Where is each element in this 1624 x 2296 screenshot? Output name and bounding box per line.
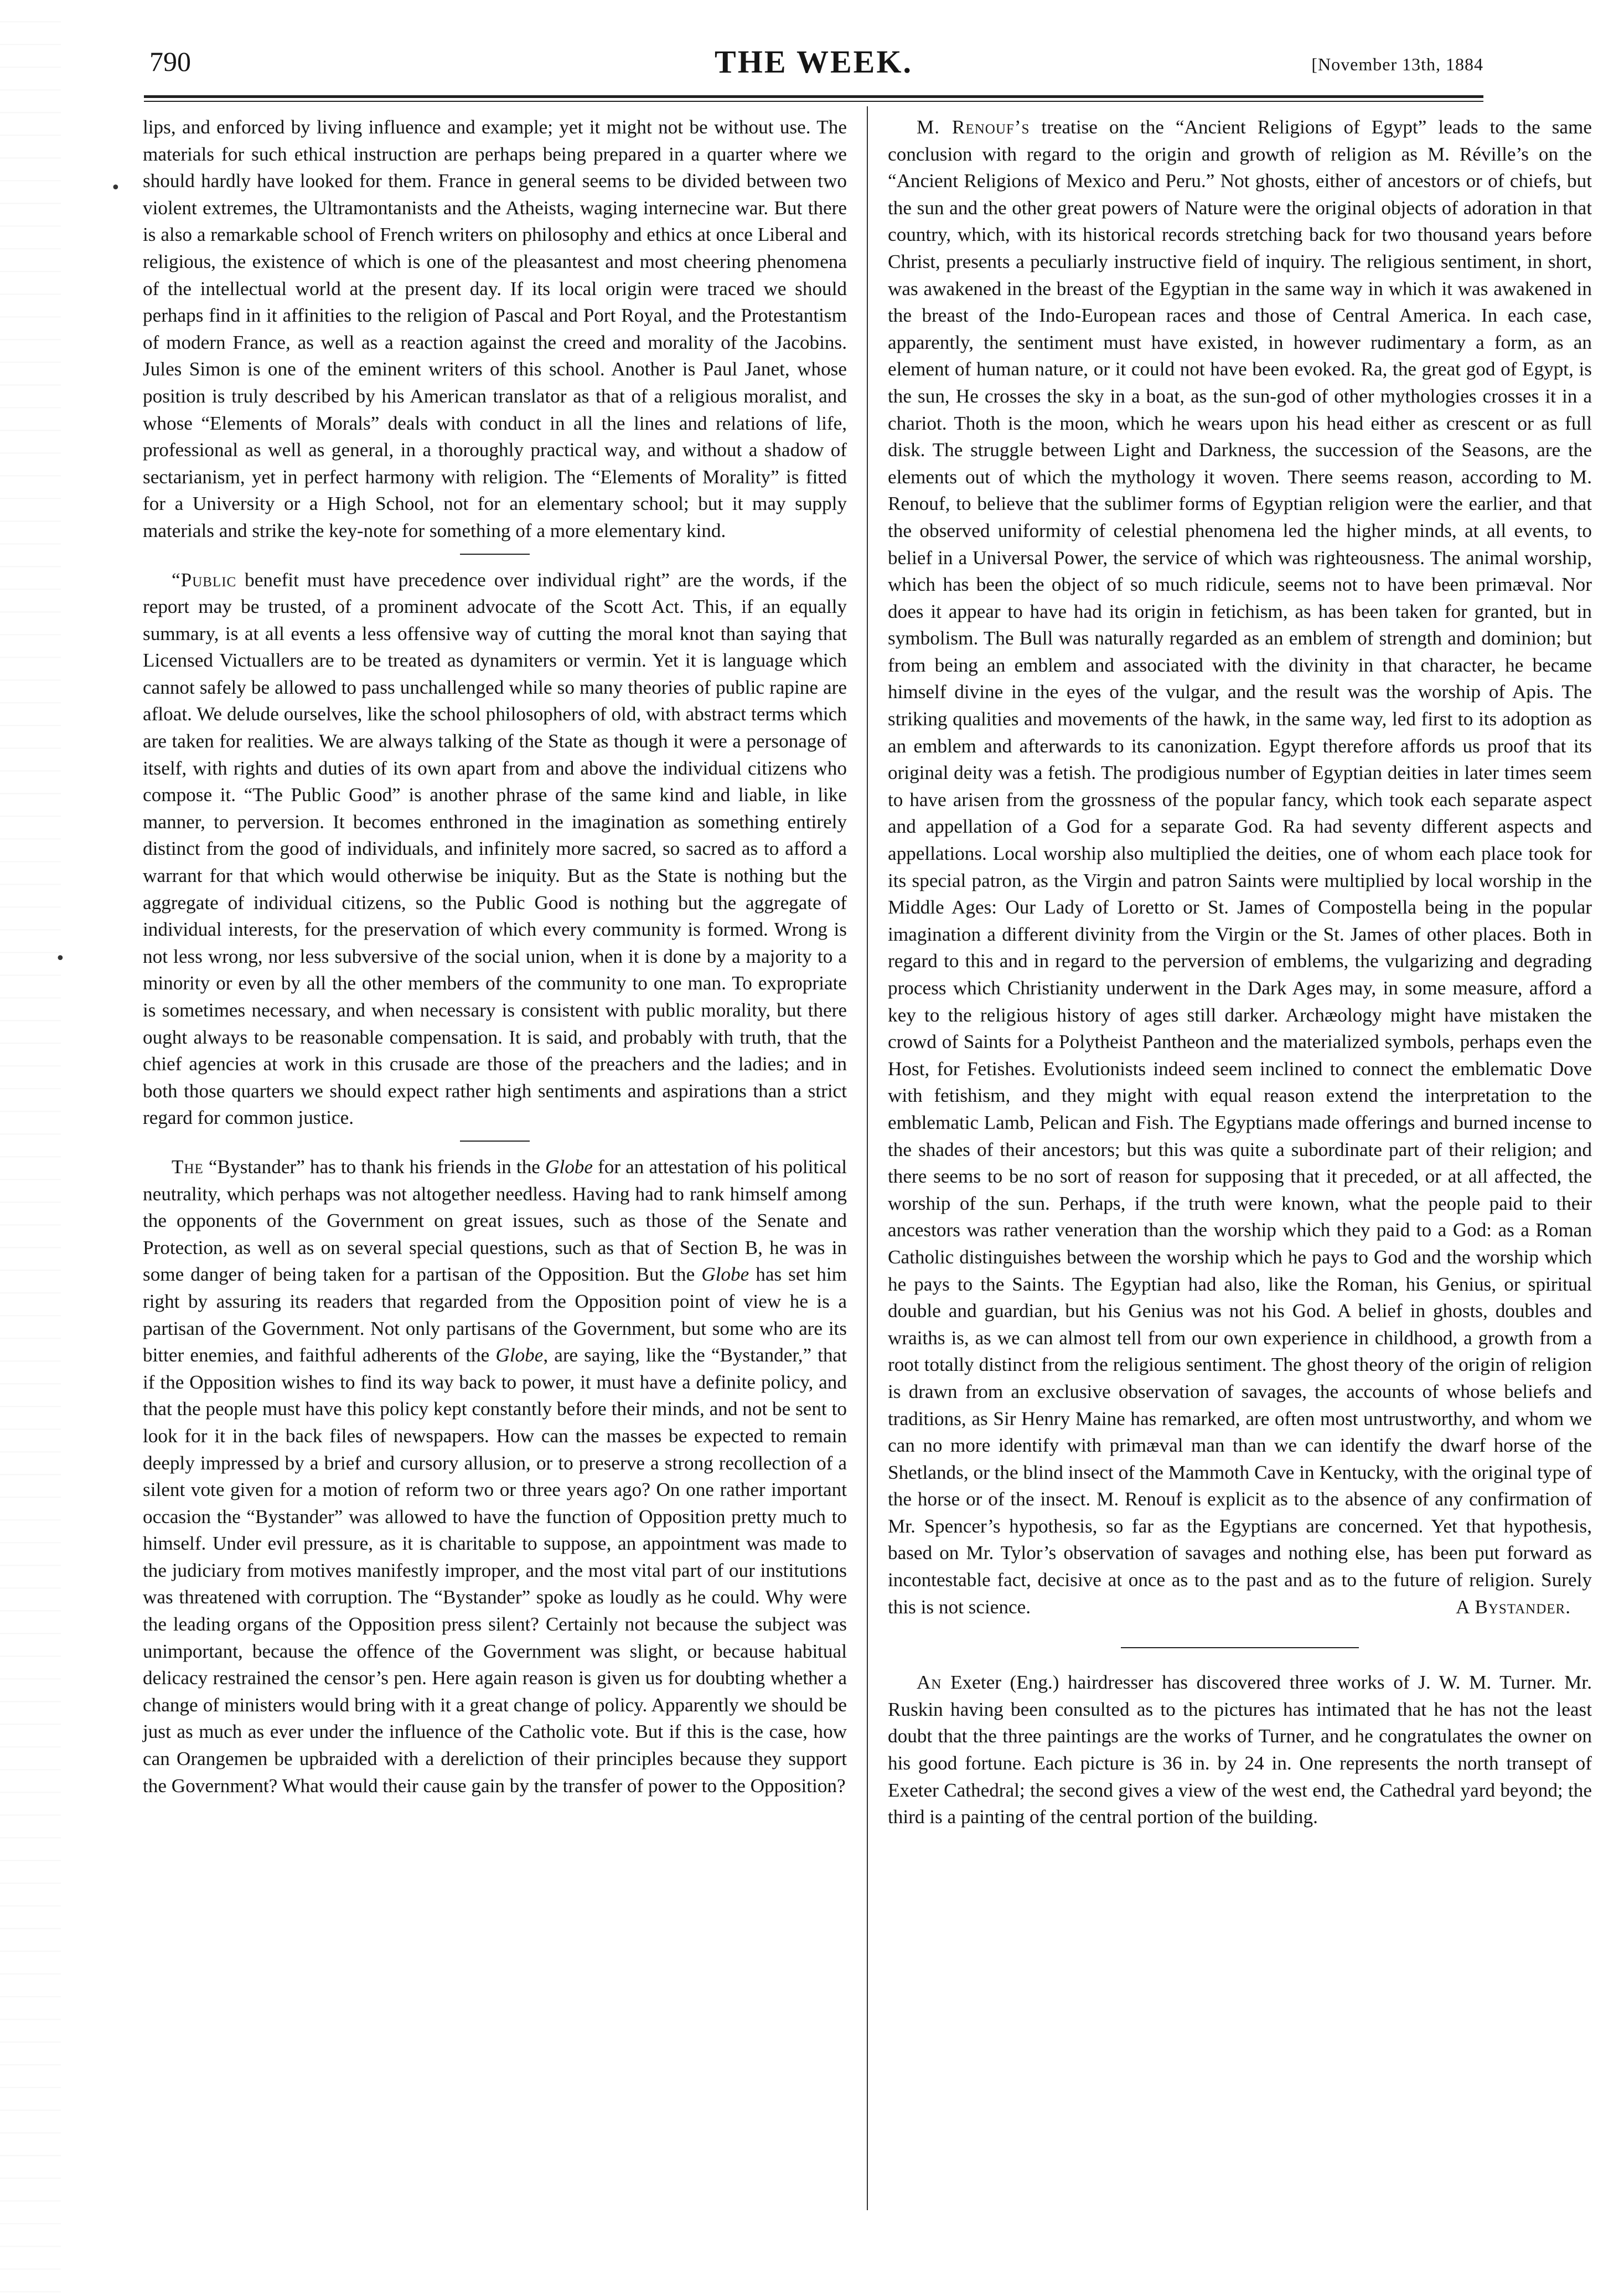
lead-word: M. Renouf’s — [917, 116, 1030, 138]
stray-mark: • — [111, 178, 121, 198]
article-paragraph — [143, 567, 847, 1132]
lead-word: The — [172, 1155, 204, 1178]
scan-gutter — [0, 0, 61, 2296]
article-paragraph — [888, 114, 1592, 1621]
page-header — [144, 43, 1483, 87]
paragraph-text: “Bystander” has to thank his friends in the — [203, 1155, 545, 1178]
paragraph-text: , are saying, like the “Bystander,” that if the Opposition wishes to find its way back to power, it must have a definite policy, and that the people must have this policy kept constantly before their minds, and not be sent to look for it in the back files of newspapers. How can the masses be expected to remain deeply impressed by a brief and cursory allusion, or to preserve a strong recollection of a silent vote given for a motion of reform two or three years ago? On one rather important occasion the “Bystander” was allowed to have the function of Opposition pretty much to himself. Under evil pressure, as it is charitable to suppose, an appointment was made to the judiciary from motives manifestly improper, and the most vital part of our institutions was threatened with corruption. The “Bystander” spoke as loudly as he could. Why were the leading organs of the Opposition press silent? Certainly not because the subject was unimportant, because the offence of the Government was slight, or because habitual delicacy restrained the censor’s pen. Here again reason is given us for doubting whether a change of ministers would bring with it a great change of policy. Apparently we should be just as much as ever under the influence of the Catholic vote. But if this is the case, how can Orangemen be upbraided with a dereliction of their principles because they support the Government? What would their cause gain by the transfer of power to the Opposition? — [143, 1344, 847, 1797]
paragraph-text: Exeter (Eng.) hairdresser has discovered three works of J. W. M. Turner. Mr. Ruskin having been consulted as to the pictures has intimated that he has not the least doubt that the three paintings are the works of Turner, and he congratulates the owner on his good fortune. Each picture is 36 in. by 24 in. One represents the north transept of Exeter Cathedral; the second gives a view of the west end, the Cathedral yard beyond; the third is a painting of the central portion of the building. — [888, 1671, 1592, 1828]
publication-name: Globe — [545, 1155, 593, 1178]
article-paragraph — [143, 1154, 847, 1799]
lead-word: “Public — [172, 569, 237, 591]
section-separator — [1121, 1647, 1359, 1648]
section-separator — [460, 1141, 530, 1142]
header-rule — [144, 95, 1483, 98]
left-column — [143, 114, 847, 1799]
column-divider — [867, 106, 868, 2210]
paragraph-text: benefit must have precedence over individual right” are the words, if the report may be trusted, of a prominent advocate of the Scott Act. This, if an equally summary, is at all events a less offensive way of cutting the moral knot than saying that Licensed Victuallers are to be treated as dynamiters or vermin. Yet it is language which cannot safely be allowed to pass unchallenged while so many theories of public rapine are afloat. We delude ourselves, like the school philosophers of old, with abstract terms which are taken for realities. We are always talking of the State as though it were a personage of itself, with rights and duties of its own apart from and above the individual citizens who compose it. “The Public Good” is another phrase of the same kind and liable, in like manner, to perversion. It becomes enthroned in the imagination as something entirely distinct from the good of individuals, and infinitely more sacred, so sacred as to afford a warrant for that which would otherwise be iniquity. But as the State is nothing but the aggregate of individual citizens, so the Public Good is nothing but the aggregate of individual interests, for the preservation of which every community is formed. Wrong is not less wrong, nor less subversive of the social union, when it is done by a majority to a minority or even by all the other members of the community to one man. To expropriate is sometimes necessary, and when necessary is consistent with public morality, but there ought always to be reasonable compensation. It is said, and probably with truth, that the chief agencies at work in this crusade are those of the preachers and the ladies; and in both those quarters we should expect rather high sentiments and aspirations than a strict regard for common justice. — [143, 569, 847, 1129]
article-paragraph: lips, and enforced by living influence and example; yet it might not be without use. The materials for such ethical instruction are perhaps being prepared in a quarter where we should hardly have looked for them. France in general seems to be divided between two violent extremes, the Ultramontanists and the Atheists, waging internecine war. But there is also a remarkable school of French writers on philosophy and ethics at once Liberal and religious, the existence of which is one of the pleasantest and most cheering phenomena of the intellectual world at the present day. If its local origin were traced we should perhaps find in it affinities to the religion of Pascal and Port Royal, and the Protestantism of modern France, as well as a reaction against the creed and morality of the Jacobins. Jules Simon is one of the eminent writers of this school. Another is Paul Janet, whose position is truly described by his American translator as that of a religious moralist, and whose “Elements of Morals” deals with conduct in all the lines and relations of life, professional as well as general, in a thoroughly practical way, and without a shadow of sectarianism, yet in perfect harmony with religion. The “Elements of Morality” is fitted for a University or a High School, not for an elementary school; but it may supply materials and strike the key-note for something of a more elementary kind. — [143, 116, 847, 541]
lead-word: An — [917, 1671, 942, 1694]
article-paragraph — [888, 1669, 1592, 1831]
signature: A Bystander. — [1456, 1596, 1571, 1618]
paragraph-text: has set him right by assuring its readers that regarded from the Opposition point of view he is a partisan of the Government. Not only partisans of the Government, but some who are its bitter enemies, and faithful adherents of the — [143, 1263, 847, 1366]
section-separator — [460, 554, 530, 555]
paragraph-text: for an attestation of his political neutrality, which perhaps was not altogether needless. Having had to rank himself among the opponents of the Government on great issues, such as those of the Senate and Protection, as well as on several special questions, such as that of Section B, he was in some danger of being taken for a partisan of the Opposition. But the — [143, 1155, 847, 1286]
stray-mark: • — [55, 949, 65, 968]
page-number: 790 — [149, 46, 191, 77]
header-rule-thin — [144, 101, 1483, 102]
journal-title: THE WEEK. — [715, 44, 913, 80]
paragraph-text: treatise on the “Ancient Religions of Egypt” leads to the same conclusion with regard to the origin and growth of religion as M. Réville’s on the “Ancient Religions of Mexico and Peru.” Not ghosts, either of ancestors or of chiefs, but the sun and the other great powers of Nature were the original objects of adoration in that country, which, with its historical records stretching back for two thousand years before Christ, presents a peculiarly instructive field of inquiry. The religious sentiment, in short, was awakened in the breast of the Egyptian in the same way in which it was awakened in the breast of the Indo-European races and those of Central America. In each case, apparently, the sentiment must have existed, in however rudimentary a form, as an element of human nature, or it could not have been evoked. Ra, the great god of Egypt, is the sun, He crosses the sky in a boat, as the sun-god of other mythologies crosses it in a chariot. Thoth is the moon, which he wears upon his head either as crescent or as full disk. The struggle between Light and Darkness, the succession of the Seasons, are the elements out of which the mythology it woven. There seems reason, according to M. Renouf, to believe that the sublimer forms of Egyptian religion were the earlier, and that the observed uniformity of celestial phenomena led the higher minds, at all events, to belief in a Universal Power, the service of which was righteousness. The animal worship, which has been the object of so much ridicule, seems not to have been primæval. Nor does it appear to have had its origin in fetichism, as has been taken for granted, but in symbolism. The Bull was naturally regarded as an emblem of strength and dominion; but from being an emblem and associated with the divinity in that character, he became himself divine in the eyes of the vulgar, and the result was the worship of Apis. The striking qualities and movements of the hawk, in the same way, led first to its adoption as an emblem and afterwards to its canonization. Egypt therefore affords us proof that its original deity was a fetish. The prodigious number of Egyptian deities in later times seem to have arisen from the grossness of the popular fancy, which took each separate aspect and appellation of a God for a separate God. Ra had seventy different aspects and appellations. Local worship also multiplied the deities, one of whom each place took for its special patron, as the Virgin and patron Saints were multiplied by local worship in the Middle Ages: Our Lady of Loretto or St. James of Compostella being in the popular imagination a different divinity from the Virgin or the St. James of other places. Both in regard to this and in regard to the perversion of emblems, the vulgarizing and degrading process which Christianity underwent in the Dark Ages may, in some measure, afford a key to the religious history of ages still darker. Archæology might have mistaken the crowd of Saints for a Polytheist Pantheon and the materialized symbols, perhaps even the Host, for Fetishes. Evolutionists indeed seem inclined to connect the emblematic Dove with fetishism, and they might with equal reason extend the interpretation to the emblematic Lamb, Pelican and Fish. The Egyptians made offerings and burned incense to the shades of their ancestors; but this was quite a subordinate part of their religion; and there seems to be no sort of reason for supposing that it preceded, or at all affected, the worship of the sun. Perhaps, if the truth were known, what the people paid to their ancestors was rather veneration than the worship which they paid to a God: as a Roman Catholic distinguishes between the worship which he pays to God and the worship which he pays to the Saints. The Egyptian had also, like the Roman, his Genius, or spiritual double and guardian, but his Genius was not his God. A belief in ghosts, doubles and wraiths is, as we can almost tell from our own experience in childhood, a growth from a root totally distinct from the religious sentiment. The ghost theory of the origin of religion is drawn from an exclusive observation of savages, the accounts of whose beliefs and traditions, as Sir Henry Maine has remarked, are often most untrustworthy, and whom we can no more identify with primæval man than we can identify the dwarf horse of the Shetlands, or the blind insect of the Mammoth Cave in Kentucky, with the original type of the horse or of the insect. M. Renouf is explicit as to the absence of any confirmation of Mr. Spencer’s hypothesis, so far as the Egyptians are concerned. Yet that hypothesis, based on Mr. Tylor’s observation of savages and nothing else, has been put forward as incontestable fact, decisive at once as to the past and as to the future of religion. Surely this is not science. — [888, 116, 1592, 1618]
issue-date: [November 13th, 1884 — [1311, 54, 1483, 74]
publication-name: Globe — [495, 1344, 544, 1366]
publication-name: Globe — [701, 1263, 749, 1286]
right-column — [888, 114, 1592, 1831]
